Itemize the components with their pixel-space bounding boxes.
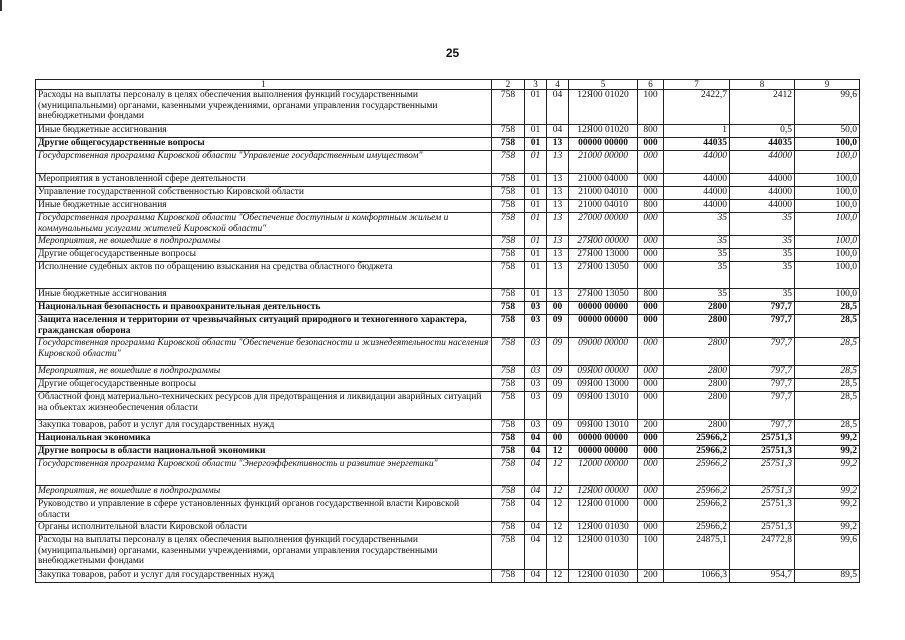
cell-ministry-code: 758 bbox=[492, 499, 525, 522]
cell-percent: 100,0 bbox=[795, 200, 860, 213]
cell-executed: 35 bbox=[730, 262, 795, 289]
cell-ministry-code: 758 bbox=[492, 174, 525, 187]
row-description: Закупка товаров, работ и услуг для государственных нужд bbox=[36, 570, 492, 583]
table-row bbox=[36, 459, 860, 486]
cell-ministry-code: 758 bbox=[492, 535, 525, 570]
cell-expense-type: 000 bbox=[638, 366, 664, 379]
cell-target-article: 27000 00000 bbox=[569, 213, 638, 236]
cell-section: 01 bbox=[525, 125, 547, 138]
cell-section: 01 bbox=[525, 151, 547, 174]
table-row bbox=[36, 570, 860, 583]
cell-percent: 100,0 bbox=[795, 289, 860, 302]
cell-planned: 2800 bbox=[664, 392, 730, 420]
cell-target-article: 12000 00000 bbox=[569, 459, 638, 486]
cell-section: 01 bbox=[525, 90, 547, 125]
cell-ministry-code: 758 bbox=[492, 236, 525, 249]
cell-subsection: 12 bbox=[547, 522, 569, 535]
cell-target-article: 09000 00000 bbox=[569, 338, 638, 366]
cell-subsection: 12 bbox=[547, 535, 569, 570]
table-row bbox=[36, 446, 860, 459]
cell-expense-type: 000 bbox=[638, 459, 664, 486]
cell-planned: 35 bbox=[664, 236, 730, 249]
header-cell: 6 bbox=[638, 80, 664, 90]
cell-executed: 35 bbox=[730, 236, 795, 249]
table-row bbox=[36, 535, 860, 570]
cell-subsection: 09 bbox=[547, 315, 569, 338]
cell-percent: 99,2 bbox=[795, 433, 860, 446]
cell-section: 04 bbox=[525, 499, 547, 522]
cell-subsection: 00 bbox=[547, 433, 569, 446]
cell-ministry-code: 758 bbox=[492, 433, 525, 446]
table-row bbox=[36, 125, 860, 138]
cell-percent: 100,0 bbox=[795, 174, 860, 187]
cell-percent: 50,0 bbox=[795, 125, 860, 138]
row-description: Государственная программа Кировской области "Энергоэффективность и развитие энергетики" bbox=[36, 459, 492, 486]
table-row bbox=[36, 236, 860, 249]
table-row bbox=[36, 302, 860, 315]
cell-ministry-code: 758 bbox=[492, 420, 525, 433]
cell-target-article: 12Я00 01000 bbox=[569, 499, 638, 522]
cell-expense-type: 000 bbox=[638, 446, 664, 459]
table-row bbox=[36, 249, 860, 262]
cell-percent: 99,2 bbox=[795, 486, 860, 499]
cell-ministry-code: 758 bbox=[492, 570, 525, 583]
cell-expense-type: 000 bbox=[638, 249, 664, 262]
cell-section: 04 bbox=[525, 522, 547, 535]
table-row bbox=[36, 174, 860, 187]
row-description: Иные бюджетные ассигнования bbox=[36, 125, 492, 138]
cell-percent: 100,0 bbox=[795, 151, 860, 174]
cell-planned: 2800 bbox=[664, 366, 730, 379]
cell-planned: 2800 bbox=[664, 315, 730, 338]
row-description: Руководство и управление в сфере установленных функций органов государственной власти Кировской области bbox=[36, 499, 492, 522]
cell-expense-type: 000 bbox=[638, 379, 664, 392]
cell-section: 01 bbox=[525, 236, 547, 249]
cell-ministry-code: 758 bbox=[492, 90, 525, 125]
cell-target-article: 00000 00000 bbox=[569, 138, 638, 151]
cell-subsection: 12 bbox=[547, 486, 569, 499]
cell-executed: 0,5 bbox=[730, 125, 795, 138]
cell-executed: 797,7 bbox=[730, 420, 795, 433]
cell-expense-type: 100 bbox=[638, 535, 664, 570]
cell-planned: 2800 bbox=[664, 379, 730, 392]
cell-subsection: 09 bbox=[547, 420, 569, 433]
cell-section: 04 bbox=[525, 486, 547, 499]
cell-section: 04 bbox=[525, 433, 547, 446]
cell-target-article: 09Я00 13010 bbox=[569, 420, 638, 433]
row-description: Другие общегосударственные вопросы bbox=[36, 379, 492, 392]
cell-target-article: 09Я00 13000 bbox=[569, 379, 638, 392]
cell-planned: 24875,1 bbox=[664, 535, 730, 570]
corner-mark bbox=[0, 0, 2, 11]
cell-section: 01 bbox=[525, 200, 547, 213]
row-description: Расходы на выплаты персоналу в целях обеспечения выполнения функций государственными (муниципальными) органами, казенными учреждениями, органами управления государственными внебюджетными фондами bbox=[36, 535, 492, 570]
table-row bbox=[36, 151, 860, 174]
cell-subsection: 12 bbox=[547, 446, 569, 459]
cell-expense-type: 000 bbox=[638, 392, 664, 420]
table-row bbox=[36, 315, 860, 338]
table-header-row bbox=[36, 80, 860, 90]
row-description: Иные бюджетные ассигнования bbox=[36, 200, 492, 213]
cell-percent: 28,5 bbox=[795, 366, 860, 379]
table-row bbox=[36, 90, 860, 125]
cell-section: 03 bbox=[525, 392, 547, 420]
cell-planned: 2800 bbox=[664, 338, 730, 366]
cell-executed: 797,7 bbox=[730, 392, 795, 420]
cell-ministry-code: 758 bbox=[492, 187, 525, 200]
cell-section: 01 bbox=[525, 187, 547, 200]
cell-subsection: 13 bbox=[547, 213, 569, 236]
cell-subsection: 13 bbox=[547, 174, 569, 187]
cell-planned: 25966,2 bbox=[664, 486, 730, 499]
cell-executed: 2412 bbox=[730, 90, 795, 125]
header-cell: 3 bbox=[525, 80, 547, 90]
cell-ministry-code: 758 bbox=[492, 302, 525, 315]
row-description: Государственная программа Кировской области "Управление государственным имуществом" bbox=[36, 151, 492, 174]
cell-executed: 954,7 bbox=[730, 570, 795, 583]
cell-section: 03 bbox=[525, 302, 547, 315]
row-description: Исполнение судебных актов по обращению взыскания на средства областного бюджета bbox=[36, 262, 492, 289]
cell-expense-type: 000 bbox=[638, 499, 664, 522]
cell-planned: 44000 bbox=[664, 200, 730, 213]
cell-target-article: 27Я00 00000 bbox=[569, 236, 638, 249]
row-description: Государственная программа Кировской области "Обеспечение доступным и комфортным жильем и коммунальными услугами жителей Кировской области" bbox=[36, 213, 492, 236]
cell-planned: 1066,3 bbox=[664, 570, 730, 583]
cell-percent: 28,5 bbox=[795, 302, 860, 315]
cell-percent: 28,5 bbox=[795, 420, 860, 433]
cell-expense-type: 800 bbox=[638, 200, 664, 213]
cell-target-article: 00000 00000 bbox=[569, 446, 638, 459]
cell-section: 04 bbox=[525, 459, 547, 486]
row-description: Другие общегосударственные вопросы bbox=[36, 249, 492, 262]
row-description: Другие общегосударственные вопросы bbox=[36, 138, 492, 151]
cell-percent: 100,0 bbox=[795, 138, 860, 151]
cell-section: 04 bbox=[525, 570, 547, 583]
page-number: 25 bbox=[445, 46, 460, 60]
cell-percent: 99,2 bbox=[795, 499, 860, 522]
cell-executed: 24772,8 bbox=[730, 535, 795, 570]
row-description: Государственная программа Кировской области "Обеспечение безопасности и жизнедеятельности населения Кировской области" bbox=[36, 338, 492, 366]
cell-section: 01 bbox=[525, 174, 547, 187]
cell-expense-type: 000 bbox=[638, 522, 664, 535]
cell-ministry-code: 758 bbox=[492, 315, 525, 338]
cell-ministry-code: 758 bbox=[492, 459, 525, 486]
cell-planned: 25966,2 bbox=[664, 459, 730, 486]
cell-subsection: 12 bbox=[547, 570, 569, 583]
table-row bbox=[36, 420, 860, 433]
table-row bbox=[36, 366, 860, 379]
row-description: Органы исполнительной власти Кировской области bbox=[36, 522, 492, 535]
cell-subsection: 13 bbox=[547, 138, 569, 151]
cell-planned: 25966,2 bbox=[664, 446, 730, 459]
cell-target-article: 21000 04010 bbox=[569, 187, 638, 200]
cell-executed: 35 bbox=[730, 213, 795, 236]
row-description: Мероприятия, не вошедшие в подпрограммы bbox=[36, 486, 492, 499]
cell-subsection: 09 bbox=[547, 338, 569, 366]
cell-expense-type: 000 bbox=[638, 187, 664, 200]
cell-executed: 797,7 bbox=[730, 338, 795, 366]
cell-executed: 797,7 bbox=[730, 302, 795, 315]
cell-section: 01 bbox=[525, 213, 547, 236]
cell-section: 03 bbox=[525, 420, 547, 433]
cell-section: 01 bbox=[525, 289, 547, 302]
table-row bbox=[36, 486, 860, 499]
table-row bbox=[36, 289, 860, 302]
cell-expense-type: 000 bbox=[638, 151, 664, 174]
cell-executed: 25751,3 bbox=[730, 522, 795, 535]
cell-target-article: 00000 00000 bbox=[569, 302, 638, 315]
row-description: Защита населения и территории от чрезвычайных ситуаций природного и техногенного характера, гражданская оборона bbox=[36, 315, 492, 338]
cell-executed: 35 bbox=[730, 289, 795, 302]
row-description: Иные бюджетные ассигнования bbox=[36, 289, 492, 302]
cell-subsection: 04 bbox=[547, 90, 569, 125]
cell-section: 03 bbox=[525, 315, 547, 338]
row-description: Другие вопросы в области национальной экономики bbox=[36, 446, 492, 459]
cell-percent: 100,0 bbox=[795, 249, 860, 262]
cell-ministry-code: 758 bbox=[492, 446, 525, 459]
cell-percent: 28,5 bbox=[795, 392, 860, 420]
cell-target-article: 12Я00 01030 bbox=[569, 570, 638, 583]
cell-subsection: 09 bbox=[547, 379, 569, 392]
cell-ministry-code: 758 bbox=[492, 213, 525, 236]
cell-target-article: 27Я00 13050 bbox=[569, 289, 638, 302]
cell-expense-type: 200 bbox=[638, 420, 664, 433]
cell-percent: 100,0 bbox=[795, 236, 860, 249]
row-description: Мероприятия, не вошедшие в подпрограммы bbox=[36, 236, 492, 249]
cell-planned: 35 bbox=[664, 262, 730, 289]
cell-target-article: 09Я00 13010 bbox=[569, 392, 638, 420]
cell-subsection: 13 bbox=[547, 289, 569, 302]
cell-target-article: 12Я00 01020 bbox=[569, 125, 638, 138]
cell-percent: 99,2 bbox=[795, 522, 860, 535]
cell-percent: 28,5 bbox=[795, 379, 860, 392]
cell-ministry-code: 758 bbox=[492, 366, 525, 379]
cell-ministry-code: 758 bbox=[492, 392, 525, 420]
cell-subsection: 12 bbox=[547, 499, 569, 522]
cell-expense-type: 000 bbox=[638, 174, 664, 187]
cell-target-article: 21000 00000 bbox=[569, 151, 638, 174]
table-row bbox=[36, 187, 860, 200]
cell-target-article: 27Я00 13000 bbox=[569, 249, 638, 262]
row-description: Национальная безопасность и правоохранительная деятельность bbox=[36, 302, 492, 315]
cell-section: 03 bbox=[525, 338, 547, 366]
cell-ministry-code: 758 bbox=[492, 338, 525, 366]
cell-expense-type: 100 bbox=[638, 90, 664, 125]
cell-expense-type: 000 bbox=[638, 486, 664, 499]
header-cell: 4 bbox=[547, 80, 569, 90]
cell-executed: 25751,3 bbox=[730, 433, 795, 446]
cell-section: 03 bbox=[525, 366, 547, 379]
cell-planned: 2422,7 bbox=[664, 90, 730, 125]
cell-percent: 89,5 bbox=[795, 570, 860, 583]
cell-expense-type: 800 bbox=[638, 125, 664, 138]
cell-percent: 99,6 bbox=[795, 90, 860, 125]
cell-section: 03 bbox=[525, 379, 547, 392]
cell-percent: 100,0 bbox=[795, 213, 860, 236]
cell-target-article: 12Я00 00000 bbox=[569, 486, 638, 499]
cell-section: 01 bbox=[525, 262, 547, 289]
cell-planned: 25966,2 bbox=[664, 522, 730, 535]
cell-subsection: 13 bbox=[547, 187, 569, 200]
row-description: Национальная экономика bbox=[36, 433, 492, 446]
cell-ministry-code: 758 bbox=[492, 249, 525, 262]
budget-table bbox=[35, 79, 860, 583]
cell-percent: 100,0 bbox=[795, 187, 860, 200]
cell-target-article: 21000 04000 bbox=[569, 174, 638, 187]
cell-subsection: 13 bbox=[547, 249, 569, 262]
table-row bbox=[36, 262, 860, 289]
cell-ministry-code: 758 bbox=[492, 138, 525, 151]
cell-section: 01 bbox=[525, 138, 547, 151]
cell-target-article: 09Я00 00000 bbox=[569, 366, 638, 379]
cell-planned: 2800 bbox=[664, 302, 730, 315]
cell-executed: 797,7 bbox=[730, 315, 795, 338]
row-description: Расходы на выплаты персоналу в целях обеспечения выполнения функций государственными (муниципальными) органами, казенными учреждениями, органами управления государственными внебюджетными фондами bbox=[36, 90, 492, 125]
table-row bbox=[36, 138, 860, 151]
table-row bbox=[36, 499, 860, 522]
cell-subsection: 09 bbox=[547, 366, 569, 379]
cell-planned: 25966,2 bbox=[664, 433, 730, 446]
header-cell: 8 bbox=[730, 80, 795, 90]
cell-ministry-code: 758 bbox=[492, 486, 525, 499]
cell-subsection: 12 bbox=[547, 459, 569, 486]
cell-expense-type: 000 bbox=[638, 138, 664, 151]
cell-executed: 797,7 bbox=[730, 366, 795, 379]
cell-ministry-code: 758 bbox=[492, 522, 525, 535]
cell-planned: 44000 bbox=[664, 187, 730, 200]
cell-percent: 99,2 bbox=[795, 446, 860, 459]
cell-target-article: 27Я00 13050 bbox=[569, 262, 638, 289]
cell-executed: 797,7 bbox=[730, 379, 795, 392]
cell-planned: 35 bbox=[664, 249, 730, 262]
cell-executed: 44035 bbox=[730, 138, 795, 151]
table-row bbox=[36, 213, 860, 236]
cell-expense-type: 000 bbox=[638, 262, 664, 289]
cell-percent: 99,6 bbox=[795, 535, 860, 570]
cell-expense-type: 000 bbox=[638, 236, 664, 249]
cell-expense-type: 000 bbox=[638, 213, 664, 236]
cell-executed: 25751,3 bbox=[730, 459, 795, 486]
cell-target-article: 00000 00000 bbox=[569, 315, 638, 338]
cell-planned: 44000 bbox=[664, 174, 730, 187]
cell-expense-type: 000 bbox=[638, 433, 664, 446]
cell-subsection: 00 bbox=[547, 302, 569, 315]
cell-executed: 25751,3 bbox=[730, 499, 795, 522]
cell-planned: 35 bbox=[664, 289, 730, 302]
cell-ministry-code: 758 bbox=[492, 262, 525, 289]
cell-ministry-code: 758 bbox=[492, 200, 525, 213]
header-cell: 5 bbox=[569, 80, 638, 90]
cell-expense-type: 000 bbox=[638, 315, 664, 338]
cell-subsection: 13 bbox=[547, 151, 569, 174]
header-cell: 9 bbox=[795, 80, 860, 90]
table-row bbox=[36, 200, 860, 213]
header-cell: 1 bbox=[36, 80, 492, 90]
cell-executed: 44000 bbox=[730, 187, 795, 200]
cell-section: 01 bbox=[525, 249, 547, 262]
cell-target-article: 21000 04010 bbox=[569, 200, 638, 213]
cell-subsection: 04 bbox=[547, 125, 569, 138]
cell-section: 04 bbox=[525, 446, 547, 459]
table-row bbox=[36, 522, 860, 535]
cell-executed: 25751,3 bbox=[730, 486, 795, 499]
cell-section: 04 bbox=[525, 535, 547, 570]
cell-planned: 44035 bbox=[664, 138, 730, 151]
cell-ministry-code: 758 bbox=[492, 125, 525, 138]
row-description: Областной фонд материально-технических ресурсов для предотвращения и ликвидации аварийных ситуаций на объектах жизнеобеспечения области bbox=[36, 392, 492, 420]
row-description: Управление государственной собственностью Кировской области bbox=[36, 187, 492, 200]
cell-executed: 44000 bbox=[730, 200, 795, 213]
cell-subsection: 09 bbox=[547, 392, 569, 420]
cell-planned: 2800 bbox=[664, 420, 730, 433]
row-description: Мероприятия, не вошедшие в подпрограммы bbox=[36, 366, 492, 379]
cell-expense-type: 200 bbox=[638, 570, 664, 583]
cell-executed: 44000 bbox=[730, 151, 795, 174]
cell-percent: 28,5 bbox=[795, 338, 860, 366]
cell-ministry-code: 758 bbox=[492, 151, 525, 174]
cell-executed: 44000 bbox=[730, 174, 795, 187]
header-cell: 2 bbox=[492, 80, 525, 90]
row-description: Мероприятия в установленной сфере деятельности bbox=[36, 174, 492, 187]
cell-target-article: 12Я00 01020 bbox=[569, 90, 638, 125]
cell-percent: 28,5 bbox=[795, 315, 860, 338]
cell-target-article: 00000 00000 bbox=[569, 433, 638, 446]
cell-subsection: 13 bbox=[547, 200, 569, 213]
cell-target-article: 12Я00 01030 bbox=[569, 522, 638, 535]
cell-expense-type: 000 bbox=[638, 302, 664, 315]
cell-planned: 35 bbox=[664, 213, 730, 236]
cell-executed: 35 bbox=[730, 249, 795, 262]
cell-planned: 1 bbox=[664, 125, 730, 138]
cell-expense-type: 800 bbox=[638, 289, 664, 302]
cell-percent: 99,2 bbox=[795, 459, 860, 486]
table-row bbox=[36, 433, 860, 446]
cell-expense-type: 000 bbox=[638, 338, 664, 366]
cell-subsection: 13 bbox=[547, 262, 569, 289]
cell-target-article: 12Я00 01030 bbox=[569, 535, 638, 570]
cell-percent: 100,0 bbox=[795, 262, 860, 289]
row-description: Закупка товаров, работ и услуг для государственных нужд bbox=[36, 420, 492, 433]
header-cell: 7 bbox=[664, 80, 730, 90]
cell-ministry-code: 758 bbox=[492, 379, 525, 392]
cell-ministry-code: 758 bbox=[492, 289, 525, 302]
cell-planned: 25966,2 bbox=[664, 499, 730, 522]
cell-subsection: 13 bbox=[547, 236, 569, 249]
table-row bbox=[36, 379, 860, 392]
table-row bbox=[36, 392, 860, 420]
cell-planned: 44000 bbox=[664, 151, 730, 174]
cell-executed: 25751,3 bbox=[730, 446, 795, 459]
table-row bbox=[36, 338, 860, 366]
